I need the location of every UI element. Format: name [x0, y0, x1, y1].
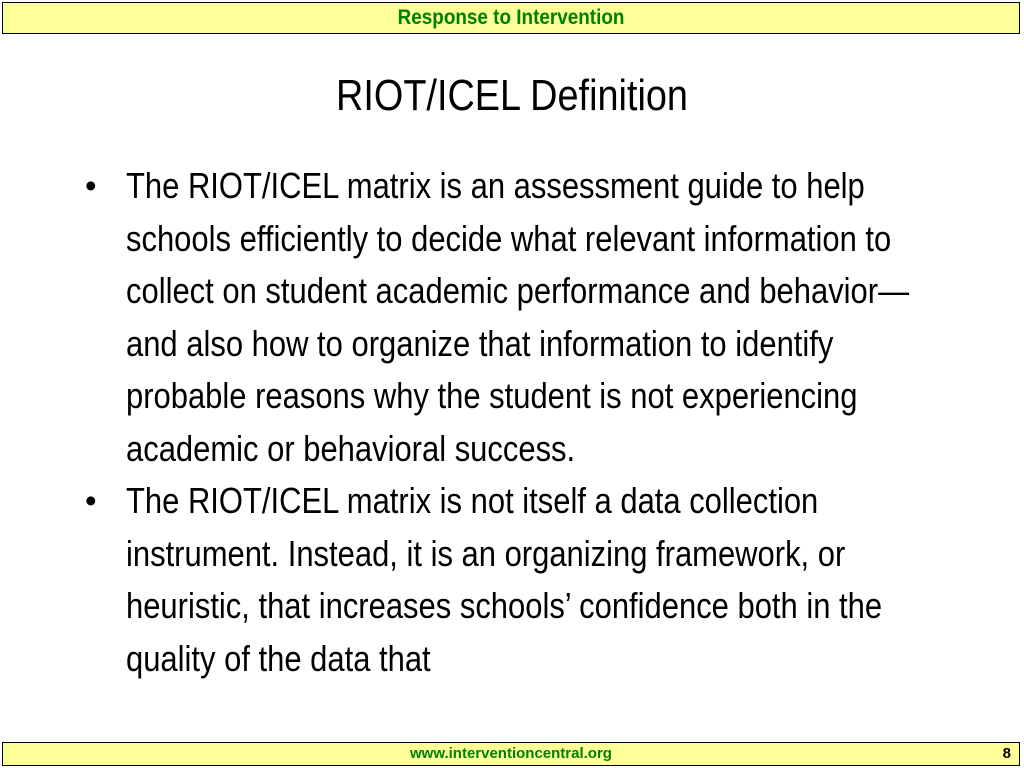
bullet-list	[0, 160, 1024, 685]
bullet-text: The RIOT/ICEL matrix is an assessment guide to help schools efficiently to decide what relevant information to collect on student academic performance and behavior—and also how to organize that information to identify probable reasons why the student is not experiencing academic or behavioral success.	[126, 165, 910, 469]
bullet-icon: •	[85, 482, 97, 519]
footer-link[interactable]: www.interventioncentral.org	[410, 745, 612, 762]
bullet-item	[0, 160, 1024, 475]
bullet-item	[0, 475, 1024, 685]
bullet-text: The RIOT/ICEL matrix is not itself a data collection instrument. Instead, it is an organizing framework, or heuristic, that increases schools’ confidence both in the quality of the data that	[126, 480, 883, 679]
bullet-icon: •	[85, 167, 97, 204]
footer-bar	[2, 742, 1020, 766]
page-number: 8	[1002, 745, 1011, 762]
header-title: Response to Intervention	[397, 6, 625, 29]
header-bar	[2, 2, 1020, 34]
slide-title: RIOT/ICEL Definition	[336, 71, 688, 120]
